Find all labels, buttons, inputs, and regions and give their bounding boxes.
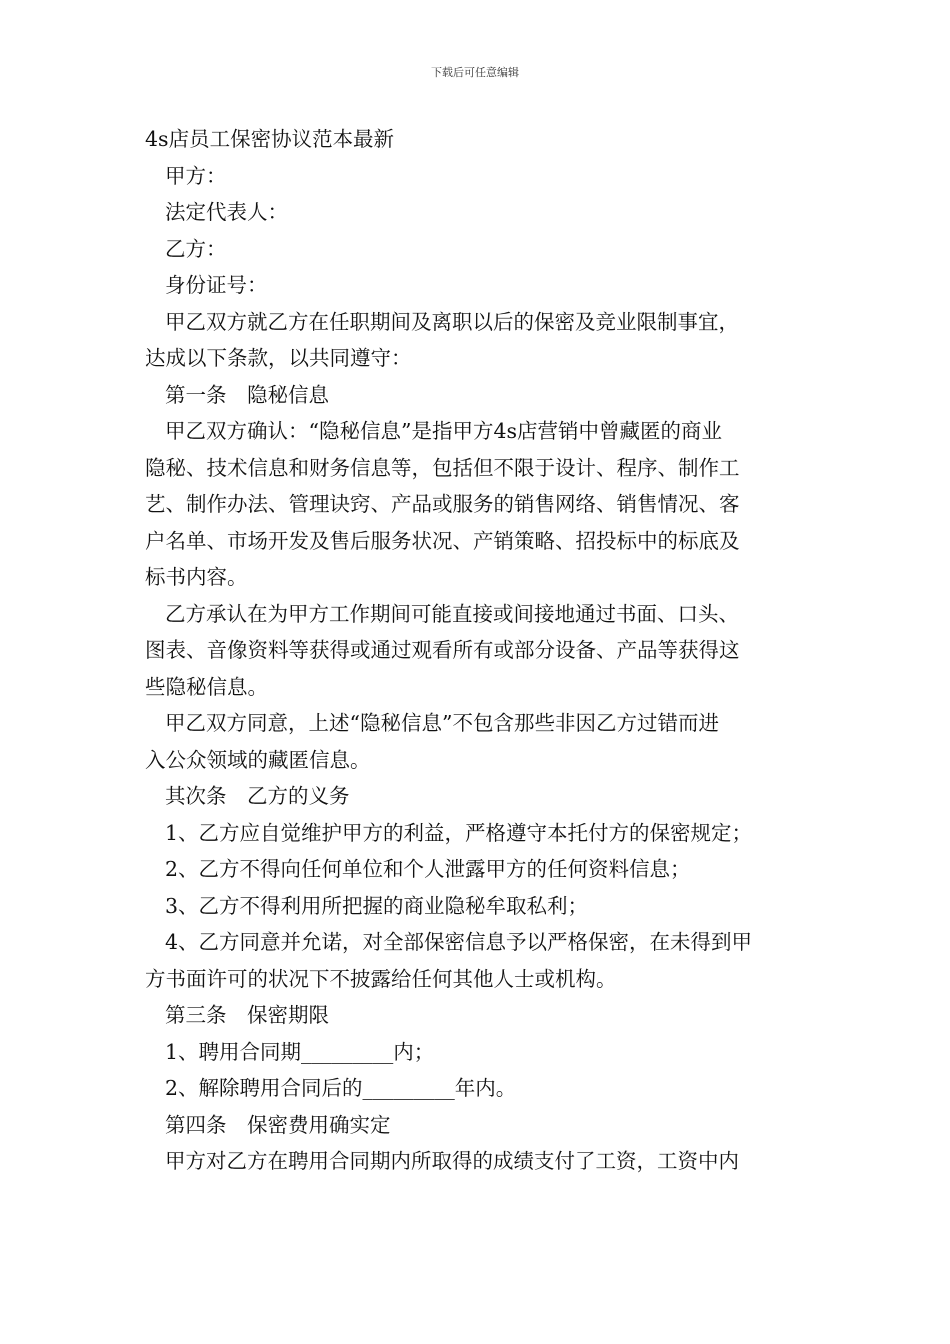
party-b-line: 乙方：	[165, 236, 227, 261]
paragraph-line: 乙方承认在为甲方工作期间可能直接或间接地通过书面、口头、	[165, 601, 739, 626]
party-a-line: 甲方：	[165, 163, 227, 188]
paragraph-line: 标书内容。	[145, 565, 248, 589]
article-1-paragraph-3	[145, 705, 810, 778]
paragraph-line: 艺、制作办法、管理诀窍、产品或服务的销售网络、销售情况、客	[145, 492, 740, 516]
document-body	[145, 121, 810, 1180]
paragraph-line: 方书面许可的状况下不披露给任何其他人士或机构。	[145, 966, 617, 991]
paragraph-line: 甲乙双方同意，上述“隐秘信息”不包含那些非因乙方过错而进	[165, 711, 719, 735]
intro-line: 甲乙双方就乙方在任职期间及离职以后的保密及竞业限制事宜，	[165, 309, 739, 334]
article-3-item-1: 1、聘用合同期_________内；	[165, 1039, 435, 1064]
intro-paragraph	[145, 304, 810, 377]
legal-rep-line: 法定代表人：	[165, 200, 288, 224]
paragraph-line: 4、乙方同意并允诺，对全部保密信息予以严格保密，在未得到甲	[165, 930, 753, 954]
article-1-paragraph-1	[145, 413, 810, 596]
article-4-title: 第四条 保密费用确实定	[165, 1112, 391, 1137]
article-2-title: 其次条 乙方的义务	[165, 784, 350, 808]
article-1-paragraph-2	[145, 596, 810, 706]
paragraph-line: 些隐秘信息。	[145, 674, 268, 699]
article-1-title: 第一条 隐秘信息	[165, 382, 329, 407]
paragraph-line: 甲乙双方确认：“隐秘信息”是指甲方4s店营销中曾藏匿的商业	[165, 419, 723, 443]
intro-line: 达成以下条款，以共同遵守：	[145, 346, 412, 370]
paragraph-line: 入公众领域的藏匿信息。	[145, 747, 371, 772]
paragraph-line: 户名单、市场开发及售后服务状况、产销策略、招投标中的标底及	[145, 528, 740, 553]
article-2-item-4	[145, 924, 810, 997]
article-4-paragraph-1: 甲方对乙方在聘用合同期内所取得的成绩支付了工资，工资中内	[165, 1149, 739, 1173]
article-2-item-2: 2、乙方不得向任何单位和个人泄露甲方的任何资料信息；	[165, 857, 691, 881]
paragraph-line: 图表、音像资料等获得或通过观看所有或部分设备、产品等获得这	[145, 638, 740, 662]
article-3-title: 第三条 保密期限	[165, 1003, 329, 1027]
document-title: 4s店员工保密协议范本最新	[145, 127, 395, 151]
article-2-item-1: 1、乙方应自觉维护甲方的利益，严格遵守本托付方的保密规定；	[165, 820, 753, 845]
article-2-item-3: 3、乙方不得利用所把握的商业隐秘牟取私利；	[165, 893, 589, 918]
page-header: 下载后可任意编辑	[431, 66, 519, 79]
paragraph-line: 隐秘、技术信息和财务信息等，包括但不限于设计、程序、制作工	[145, 455, 740, 480]
article-3-item-2: 2、解除聘用合同后的_________年内。	[165, 1076, 517, 1100]
id-number-line: 身份证号：	[165, 273, 268, 297]
